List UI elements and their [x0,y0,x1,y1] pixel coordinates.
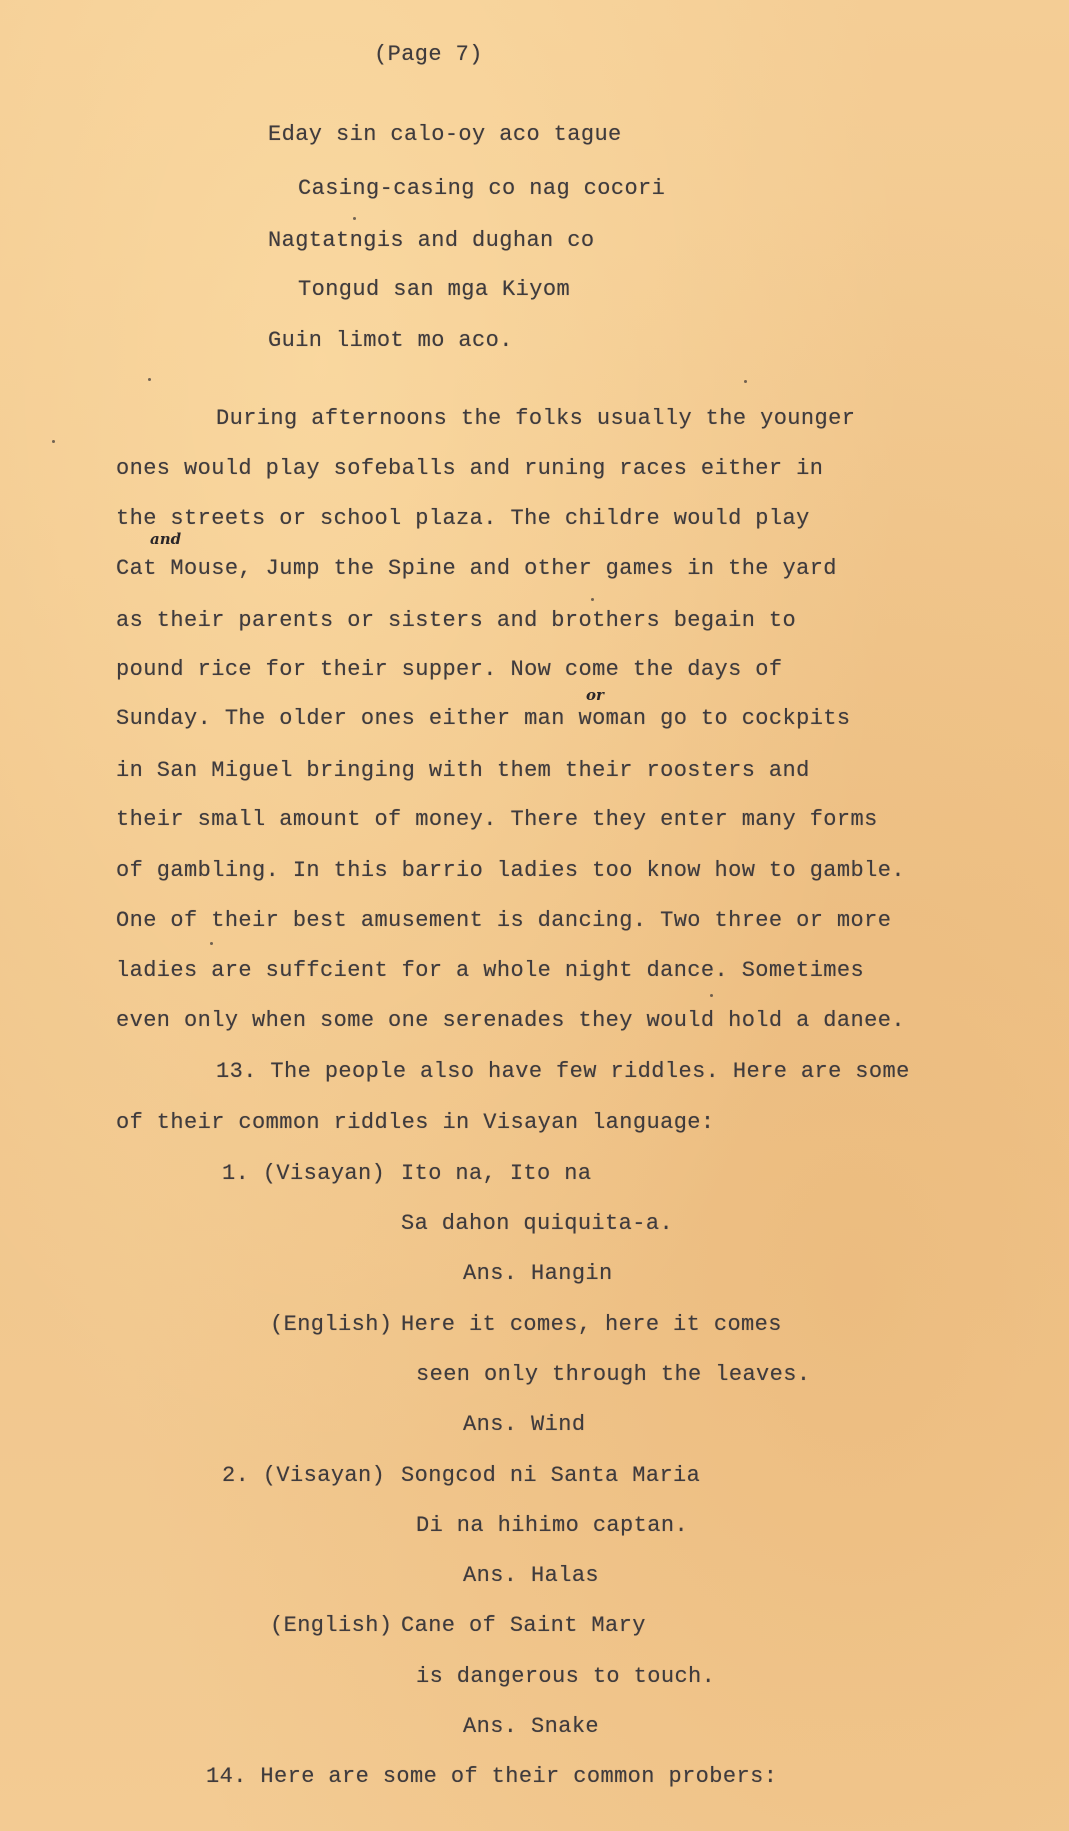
paragraph-line: Sunday. The older ones either man woman go to cockpits [116,706,851,731]
riddle-visayan-label: 2. (Visayan) [222,1463,386,1488]
riddle-visayan-line: Songcod ni Santa Maria [401,1463,701,1488]
riddle-english-label: (English) [270,1312,393,1337]
page-header: (Page 7) [374,42,483,67]
riddle-english-label: (English) [270,1613,393,1638]
song-line: Guin limot mo aco. [268,328,513,353]
riddle-answer: Ans. Hangin [463,1261,613,1286]
paragraph-line: of gambling. In this barrio ladies too know how to gamble. [116,858,905,883]
paper-speck [52,440,55,443]
paragraph-line: Cat Mouse, Jump the Spine and other games in the yard [116,556,837,581]
paragraph-line: During afternoons the folks usually the younger [216,406,856,431]
paper-speck [210,942,213,945]
handwritten-insert-or: or [586,686,604,704]
handwritten-insert-and: and [150,530,182,548]
paragraph-line: One of their best amusement is dancing. Two three or more [116,908,892,933]
paragraph-line: even only when some one serenades they would hold a danee. [116,1008,905,1033]
riddle-english-line: seen only through the leaves. [416,1362,811,1387]
riddles-intro-line: 13. The people also have few riddles. Here are some [216,1059,910,1084]
song-line: Nagtatngis and dughan co [268,228,595,253]
paragraph-line: ones would play sofeballs and runing races either in [116,456,824,481]
paragraph-line: as their parents or sisters and brothers begain to [116,608,797,633]
riddle-visayan-label: 1. (Visayan) [222,1161,386,1186]
riddle-english-line: is dangerous to touch. [416,1664,716,1689]
proverbs-intro: 14. Here are some of their common probers: [206,1764,778,1789]
paper-speck [744,380,747,383]
paper-speck [710,994,713,997]
riddle-english-line: Cane of Saint Mary [401,1613,646,1638]
riddles-intro-line: of their common riddles in Visayan language: [116,1110,715,1135]
song-line: Tongud san mga Kiyom [298,277,571,302]
riddle-answer: Ans. Snake [463,1714,600,1739]
riddle-english-line: Here it comes, here it comes [401,1312,782,1337]
paper-speck [148,378,151,381]
riddle-visayan-line: Ito na, Ito na [401,1161,592,1186]
paragraph-line: pound rice for their supper. Now come the days of [116,657,783,682]
song-line: Casing-casing co nag cocori [298,176,666,201]
paragraph-line: the streets or school plaza. The childre would play [116,506,810,531]
paragraph-line: in San Miguel bringing with them their roosters and [116,758,810,783]
paragraph-line: their small amount of money. There they enter many forms [116,807,878,832]
riddle-visayan-line: Di na hihimo captan. [416,1513,689,1538]
paragraph-line: ladies are suffcient for a whole night dance. Sometimes [116,958,865,983]
riddle-visayan-line: Sa dahon quiquita-a. [401,1211,674,1236]
song-line: Eday sin calo-oy aco tague [268,122,622,147]
paper-speck [591,598,594,601]
paper-speck [353,217,356,220]
riddle-answer: Ans. Halas [463,1563,600,1588]
riddle-answer: Ans. Wind [463,1412,586,1437]
